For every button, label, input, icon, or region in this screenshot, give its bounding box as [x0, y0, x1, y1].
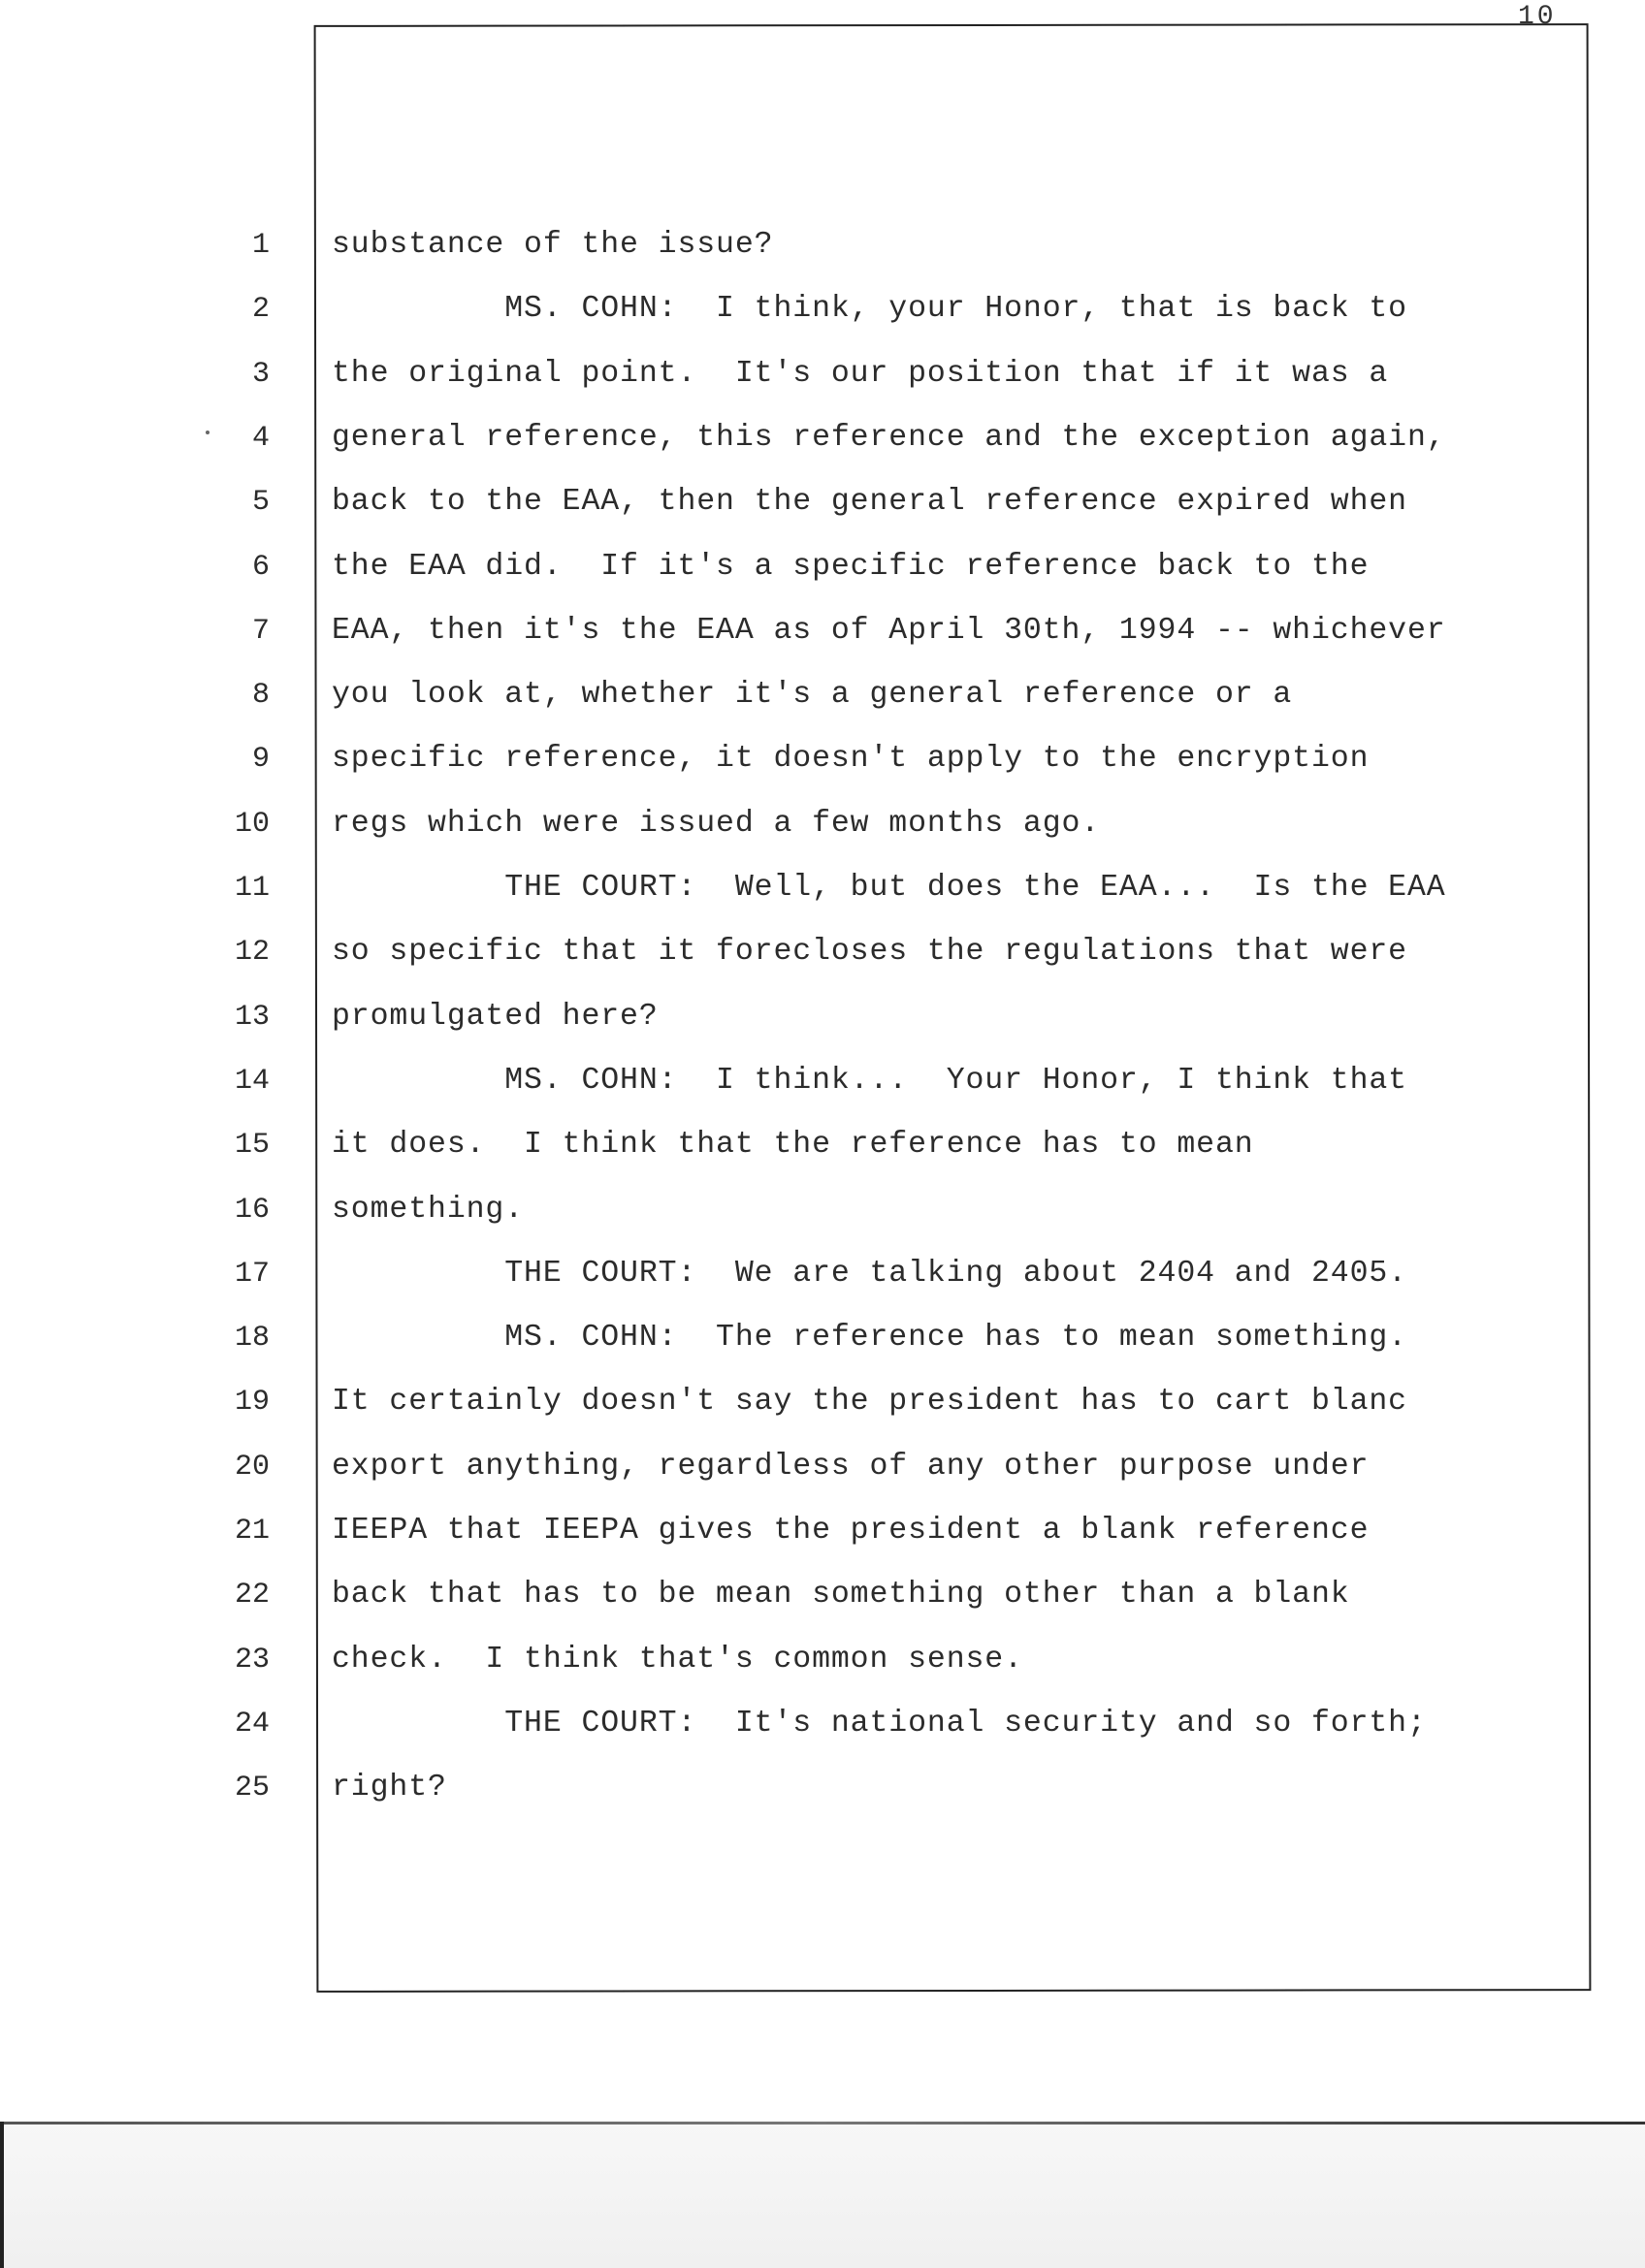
line-text: so specific that it forecloses the regulations that were	[332, 935, 1407, 970]
line-number: 22	[234, 1579, 270, 1613]
transcript-line	[0, 740, 1645, 779]
line-text: something.	[332, 1192, 525, 1227]
line-number: 5	[251, 486, 270, 520]
line-number: 12	[234, 936, 270, 970]
line-text: EAA, then it's the EAA as of April 30th, 1994 -- whichever	[332, 613, 1446, 648]
line-text: THE COURT: Well, but does the EAA... Is the EAA	[332, 871, 1446, 905]
line-text: back to the EAA, then the general reference expired when	[332, 485, 1407, 520]
transcript-line	[0, 1576, 1645, 1614]
transcript-line	[0, 419, 1645, 458]
line-number: 11	[234, 872, 270, 905]
line-number: 3	[251, 357, 270, 391]
line-text: check. I think that's common sense.	[332, 1642, 1023, 1677]
transcript-line	[0, 290, 1645, 329]
line-number: 18	[234, 1322, 270, 1356]
line-number: 1	[251, 229, 270, 262]
line-number: 9	[251, 743, 270, 777]
line-text: you look at, whether it's a general reference or a	[332, 678, 1293, 713]
line-text: specific reference, it doesn't apply to the encryption	[332, 742, 1370, 777]
line-text: MS. COHN: I think, your Honor, that is back to	[332, 292, 1407, 327]
line-number: 17	[234, 1257, 270, 1291]
scan-edge-line	[0, 2122, 1645, 2124]
transcript-line	[0, 1769, 1645, 1807]
transcript-line	[0, 612, 1645, 651]
line-text: the EAA did. If it's a specific reference back to the	[332, 549, 1370, 584]
transcript-line	[0, 869, 1645, 908]
line-text: THE COURT: It's national security and so forth;	[332, 1706, 1427, 1741]
line-text: promulgated here?	[332, 999, 659, 1034]
transcript-line	[0, 226, 1645, 265]
line-text: the original point. It's our position that if it was a	[332, 356, 1389, 391]
transcript-line	[0, 676, 1645, 715]
line-number: 16	[234, 1193, 270, 1227]
line-number: 24	[234, 1707, 270, 1741]
transcript-line	[0, 998, 1645, 1037]
line-number: 20	[234, 1450, 270, 1484]
line-text: IEEPA that IEEPA gives the president a blank reference	[332, 1514, 1370, 1548]
line-number: 25	[234, 1772, 270, 1805]
transcript-line	[0, 1705, 1645, 1743]
line-number: 7	[251, 614, 270, 648]
line-number: 19	[234, 1386, 270, 1420]
transcript-line	[0, 1191, 1645, 1230]
line-text: substance of the issue?	[332, 228, 774, 262]
line-number: 10	[234, 807, 270, 841]
transcript-line	[0, 483, 1645, 522]
transcript-line	[0, 1383, 1645, 1421]
transcript-line	[0, 1641, 1645, 1679]
transcript-line	[0, 1319, 1645, 1358]
line-number: 2	[251, 293, 270, 327]
transcript-line	[0, 548, 1645, 587]
transcript-line	[0, 1512, 1645, 1550]
scan-bottom-area	[0, 2124, 1645, 2268]
line-number: 21	[234, 1515, 270, 1548]
transcript-line	[0, 355, 1645, 394]
line-text: right?	[332, 1771, 447, 1805]
transcript-line	[0, 1062, 1645, 1101]
line-text: MS. COHN: I think... Your Honor, I think that	[332, 1063, 1407, 1098]
line-number: 6	[251, 550, 270, 584]
transcript-line	[0, 1255, 1645, 1294]
page-number: 10	[1518, 2, 1557, 32]
scan-left-edge	[0, 2122, 4, 2268]
line-number: 15	[234, 1129, 270, 1163]
line-text: export anything, regardless of any other purpose under	[332, 1449, 1370, 1484]
line-text: THE COURT: We are talking about 2404 and 2405.	[332, 1256, 1407, 1291]
line-text: back that has to be mean something other than a blank	[332, 1578, 1350, 1613]
line-number: 8	[251, 679, 270, 713]
transcript-line	[0, 805, 1645, 844]
line-text: it does. I think that the reference has to mean	[332, 1128, 1254, 1163]
line-number: 13	[234, 1000, 270, 1034]
transcript-line	[0, 1126, 1645, 1165]
line-number: 14	[234, 1064, 270, 1098]
line-text: general reference, this reference and the exception again,	[332, 420, 1446, 455]
line-text: It certainly doesn't say the president has to cart blanc	[332, 1385, 1407, 1420]
line-text: MS. COHN: The reference has to mean something.	[332, 1321, 1407, 1356]
line-text: regs which were issued a few months ago.	[332, 806, 1101, 841]
line-number: 4	[251, 421, 270, 455]
transcript-line	[0, 933, 1645, 972]
transcript-line	[0, 1448, 1645, 1486]
line-number: 23	[234, 1643, 270, 1677]
